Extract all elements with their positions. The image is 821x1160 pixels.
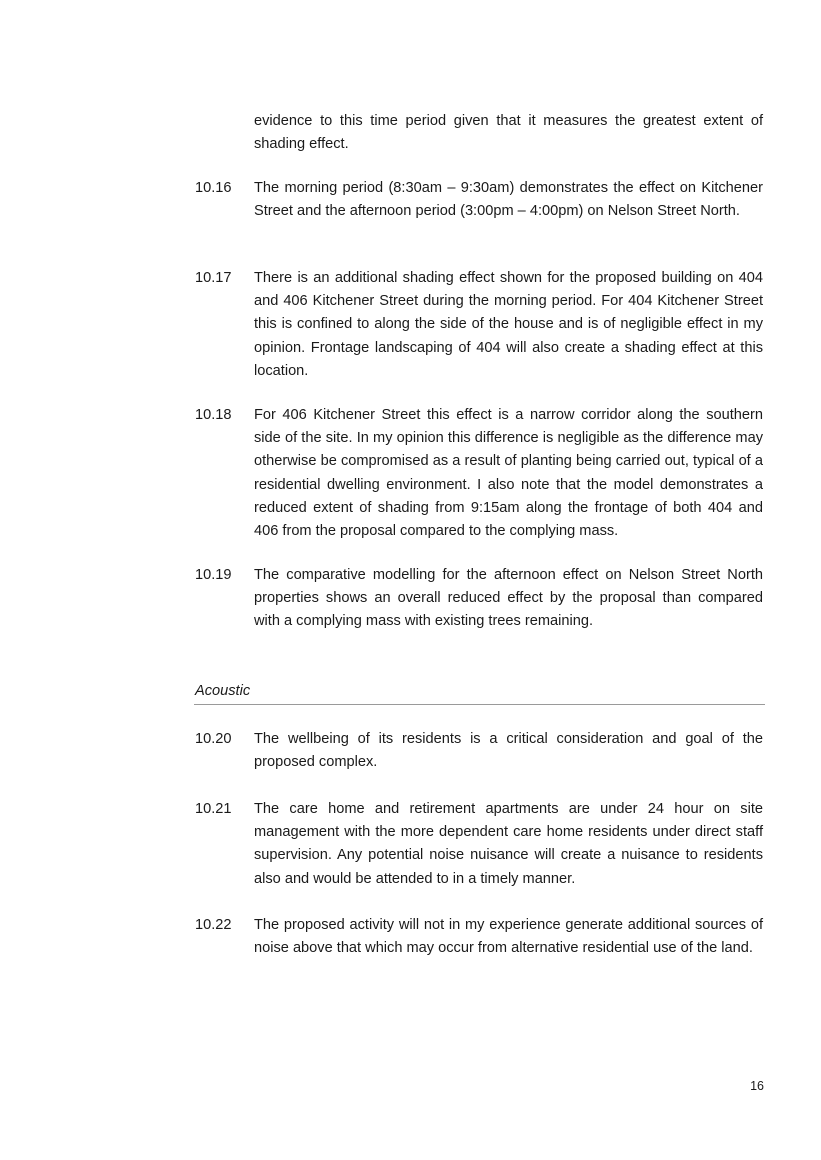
heading-underline — [194, 704, 765, 705]
paragraph-10-18 — [195, 404, 763, 543]
paragraph-number: 10.19 — [195, 567, 232, 583]
paragraph-text: The comparative modelling for the afternoon effect on Nelson Street North properties shows an overall reduced effect by the proposal than compared with a complying mass with existing trees remaining. — [254, 567, 763, 630]
continuation-text: evidence to this time period given that it measures the greatest extent of shading effect. — [254, 113, 763, 153]
paragraph-text: There is an additional shading effect shown for the proposed building on 404 and 406 Kitchener Street during the morning period. For 404 Kitchener Street this is confined to along the side of the house and is of negligible effect in my opinion. Frontage landscaping of 404 will also create a shading effect at this location. — [254, 270, 763, 379]
paragraph-10-22 — [195, 914, 763, 960]
paragraph-10-19 — [195, 564, 763, 634]
section-heading-acoustic: Acoustic — [195, 683, 251, 699]
paragraph-text: The wellbeing of its residents is a critical consideration and goal of the proposed complex. — [254, 731, 763, 771]
page-number: 16 — [750, 1079, 764, 1093]
paragraph-number: 10.21 — [195, 801, 232, 817]
paragraph-number: 10.22 — [195, 917, 232, 933]
paragraph-text: The morning period (8:30am – 9:30am) demonstrates the effect on Kitchener Street and the afternoon period (3:00pm – 4:00pm) on Nelson Street North. — [254, 180, 763, 220]
paragraph-number: 10.17 — [195, 270, 232, 286]
paragraph-number: 10.16 — [195, 180, 232, 196]
paragraph-number: 10.20 — [195, 731, 232, 747]
paragraph-number: 10.18 — [195, 407, 232, 423]
paragraph-10-20 — [195, 728, 763, 774]
paragraph-text: The proposed activity will not in my experience generate additional sources of noise above that which may occur from alternative residential use of the land. — [254, 917, 763, 957]
paragraph-10-21 — [195, 798, 763, 891]
paragraph-text: For 406 Kitchener Street this effect is a narrow corridor along the southern side of the site. In my opinion this difference is negligible as the difference may otherwise be compromised as a result of planting being carried out, typical of a residential dwelling environment. I also note that the model demonstrates a reduced extent of shading from 9:15am along the frontage of both 404 and 406 from the proposal compared to the complying mass. — [254, 407, 763, 540]
paragraph-10-16 — [195, 177, 763, 223]
paragraph-10-17 — [195, 267, 763, 383]
paragraph-text: The care home and retirement apartments are under 24 hour on site management with the more dependent care home residents under direct staff supervision. Any potential noise nuisance will create a nuisance to residents also and would be attended to in a timely manner. — [254, 801, 763, 887]
